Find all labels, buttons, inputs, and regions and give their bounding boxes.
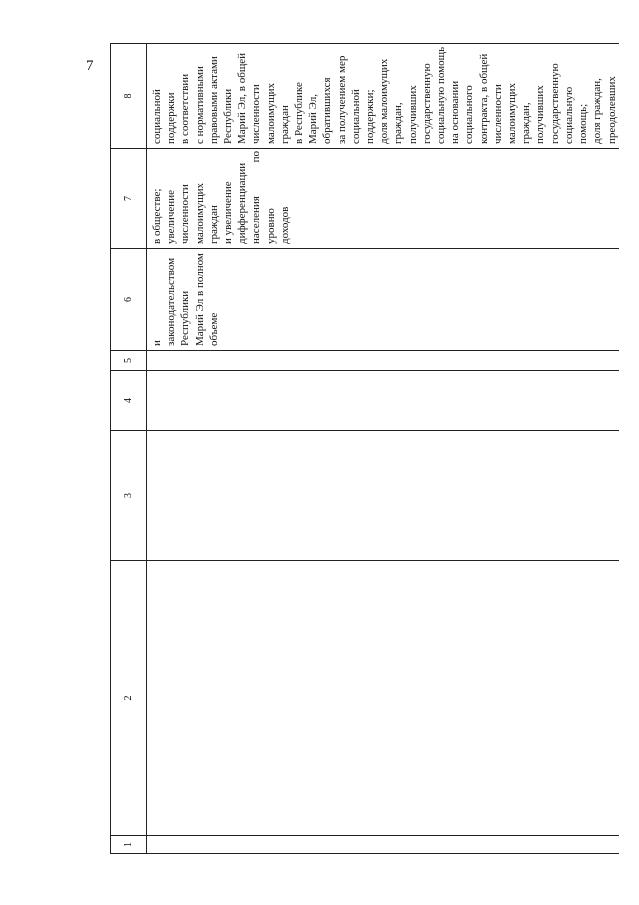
text-line: доля граждан, [591,78,604,144]
column-header-5: 5 [111,351,147,371]
program-table [110,43,619,854]
text-line: численности [250,84,263,144]
rotated-table-container [110,44,618,854]
text-line: преодолевших [605,76,618,144]
cell-col-7 [147,149,619,249]
text-line: обратившихся [321,77,334,144]
header-row [111,44,147,854]
text-line: малоимущих граждан [193,182,220,244]
text-line: Марий Эл, [307,93,320,144]
text-line: населения по уровню [250,151,277,244]
text-line: объеме [207,312,220,346]
text-line: с нормативными [193,66,206,144]
column-header-6: 6 [111,249,147,351]
text-line: Республики [222,88,235,144]
page-number: 7 [86,58,94,74]
text-line: малоимущих граждан [264,82,291,144]
text-line: численности [179,184,192,244]
column-header-7: 7 [111,149,147,249]
text-line: государственную [548,63,561,144]
cell-col-6 [147,249,619,351]
text-line: в соответствии [179,73,192,144]
cell-col-4 [147,371,619,431]
text-line: правовыми актами [207,56,220,144]
text-line: Марий Эл в полном [193,253,206,346]
text-line: поддержки [165,92,178,144]
cell-col-8 [147,44,619,149]
text-line: Марий Эл, в общей [236,52,249,144]
text-line: граждан, получивших [392,85,419,144]
text-line: численности [491,84,504,144]
cell-col-1 [147,836,619,854]
text-line: социальной [349,89,362,144]
text-line: контракта, в общей [477,53,490,144]
text-line: в Республике [293,82,306,144]
text-line: на основании [449,80,462,144]
text-line: в обществе; [151,188,163,244]
column-header-3: 3 [111,431,147,561]
text-line: и увеличение [222,181,235,244]
text-line: и законодательством [151,257,178,346]
text-line: доходов [278,206,291,244]
column-header-2: 2 [111,561,147,836]
column-header-8: 8 [111,44,147,149]
cell-col-3 [147,431,619,561]
text-line: государственную [420,63,433,144]
text-line: увеличение [165,190,178,244]
text-line: получивших [534,85,547,144]
text-line: дифференциации [236,162,249,244]
body-row [147,44,619,854]
column-header-1: 1 [111,836,147,854]
cell-col-2 [147,561,619,836]
column-header-4: 4 [111,371,147,431]
text-line: социального [463,85,476,144]
text-line: поддержки; [364,89,377,144]
text-line: малоимущих граждан, [506,82,533,144]
cell-col-5 [147,351,619,371]
text-line: за получением мер [335,55,348,144]
text-line: доля малоимущих [378,58,391,144]
text-line: социальную помощь; [562,86,590,144]
text-line: социальную помощь [435,46,448,144]
text-line: социальной [151,89,163,144]
text-line: Республики [179,290,192,346]
